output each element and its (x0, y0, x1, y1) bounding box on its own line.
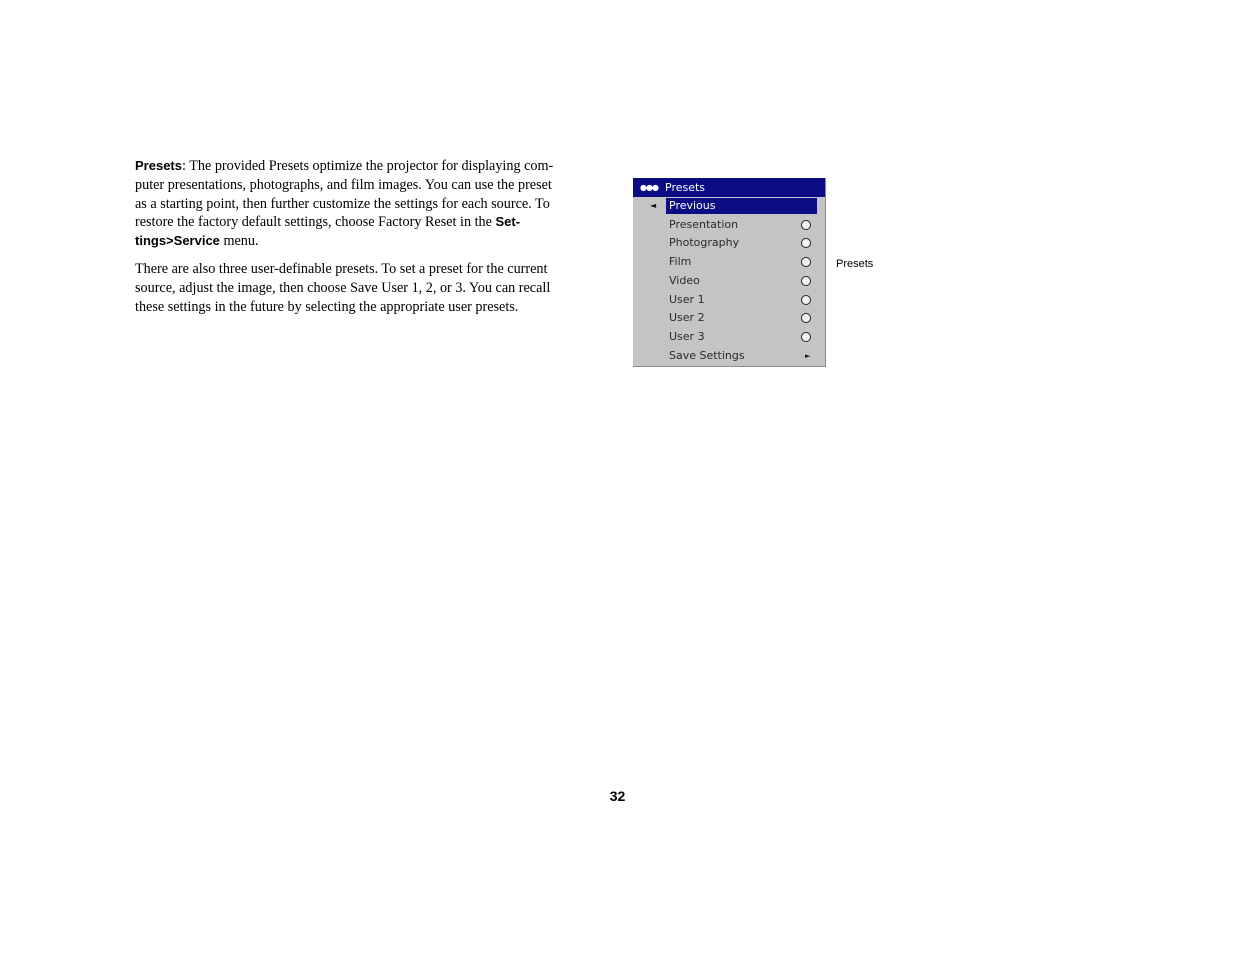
menu-title: Presets (665, 181, 706, 194)
submenu-arrow-icon: ► (805, 352, 811, 360)
menu-item-label: User 2 (669, 311, 705, 324)
radio-icon[interactable] (801, 220, 811, 230)
menu-item-presentation[interactable] (633, 216, 825, 234)
menu-item-film[interactable] (633, 253, 825, 271)
menu-path: Set- (495, 214, 521, 230)
radio-icon[interactable] (801, 276, 811, 286)
menu-path-cont: tings>Service (135, 233, 220, 249)
menu-title-bar (633, 178, 825, 197)
menu-item-save-settings[interactable] (633, 347, 825, 365)
menu-item-label: User 3 (669, 330, 705, 343)
back-arrow-icon: ◄ (650, 201, 657, 210)
menu-item-video[interactable] (633, 272, 825, 290)
menu-item-label: Video (669, 274, 700, 287)
menu-item-user-2[interactable] (633, 309, 825, 327)
radio-icon[interactable] (801, 295, 811, 305)
page-number: 32 (609, 788, 626, 804)
term-presets: Presets (135, 158, 182, 173)
menu-item-label: User 1 (669, 293, 705, 306)
radio-icon[interactable] (801, 332, 811, 342)
menu-item-previous[interactable] (633, 197, 825, 215)
menu-level-dots-icon: ●●● (640, 183, 658, 192)
menu-item-user-1[interactable] (633, 291, 825, 309)
radio-icon[interactable] (801, 257, 811, 267)
paragraph-user-presets: There are also three user-definable presets. To set a preset for the current source, adjust the image, then choose Save User 1, 2, or 3. You can recall these settings in the future by selecting the appropriate user presets. (135, 260, 551, 315)
figure-caption: Presets (836, 258, 874, 270)
menu-item-user-3[interactable] (633, 328, 825, 346)
radio-icon[interactable] (801, 238, 811, 248)
radio-icon[interactable] (801, 313, 811, 323)
body-text (135, 157, 597, 325)
menu-item-photography[interactable] (633, 234, 825, 252)
menu-item-label: Previous (666, 198, 817, 214)
presets-menu-screenshot (633, 178, 826, 367)
menu-item-label: Save Settings (669, 349, 745, 362)
paragraph-presets: Presets: The provided Presets optimize the projector for displaying com- puter presentations, photographs, and film images. You can use the preset as a starting point, then further customize the settings for each source. To restore the factory default settings, choose Factory Reset in the Set- tings>Service menu. (135, 158, 554, 250)
menu-item-label: Film (669, 255, 692, 268)
menu-item-label: Photography (669, 236, 740, 249)
menu-item-label: Presentation (669, 218, 739, 231)
